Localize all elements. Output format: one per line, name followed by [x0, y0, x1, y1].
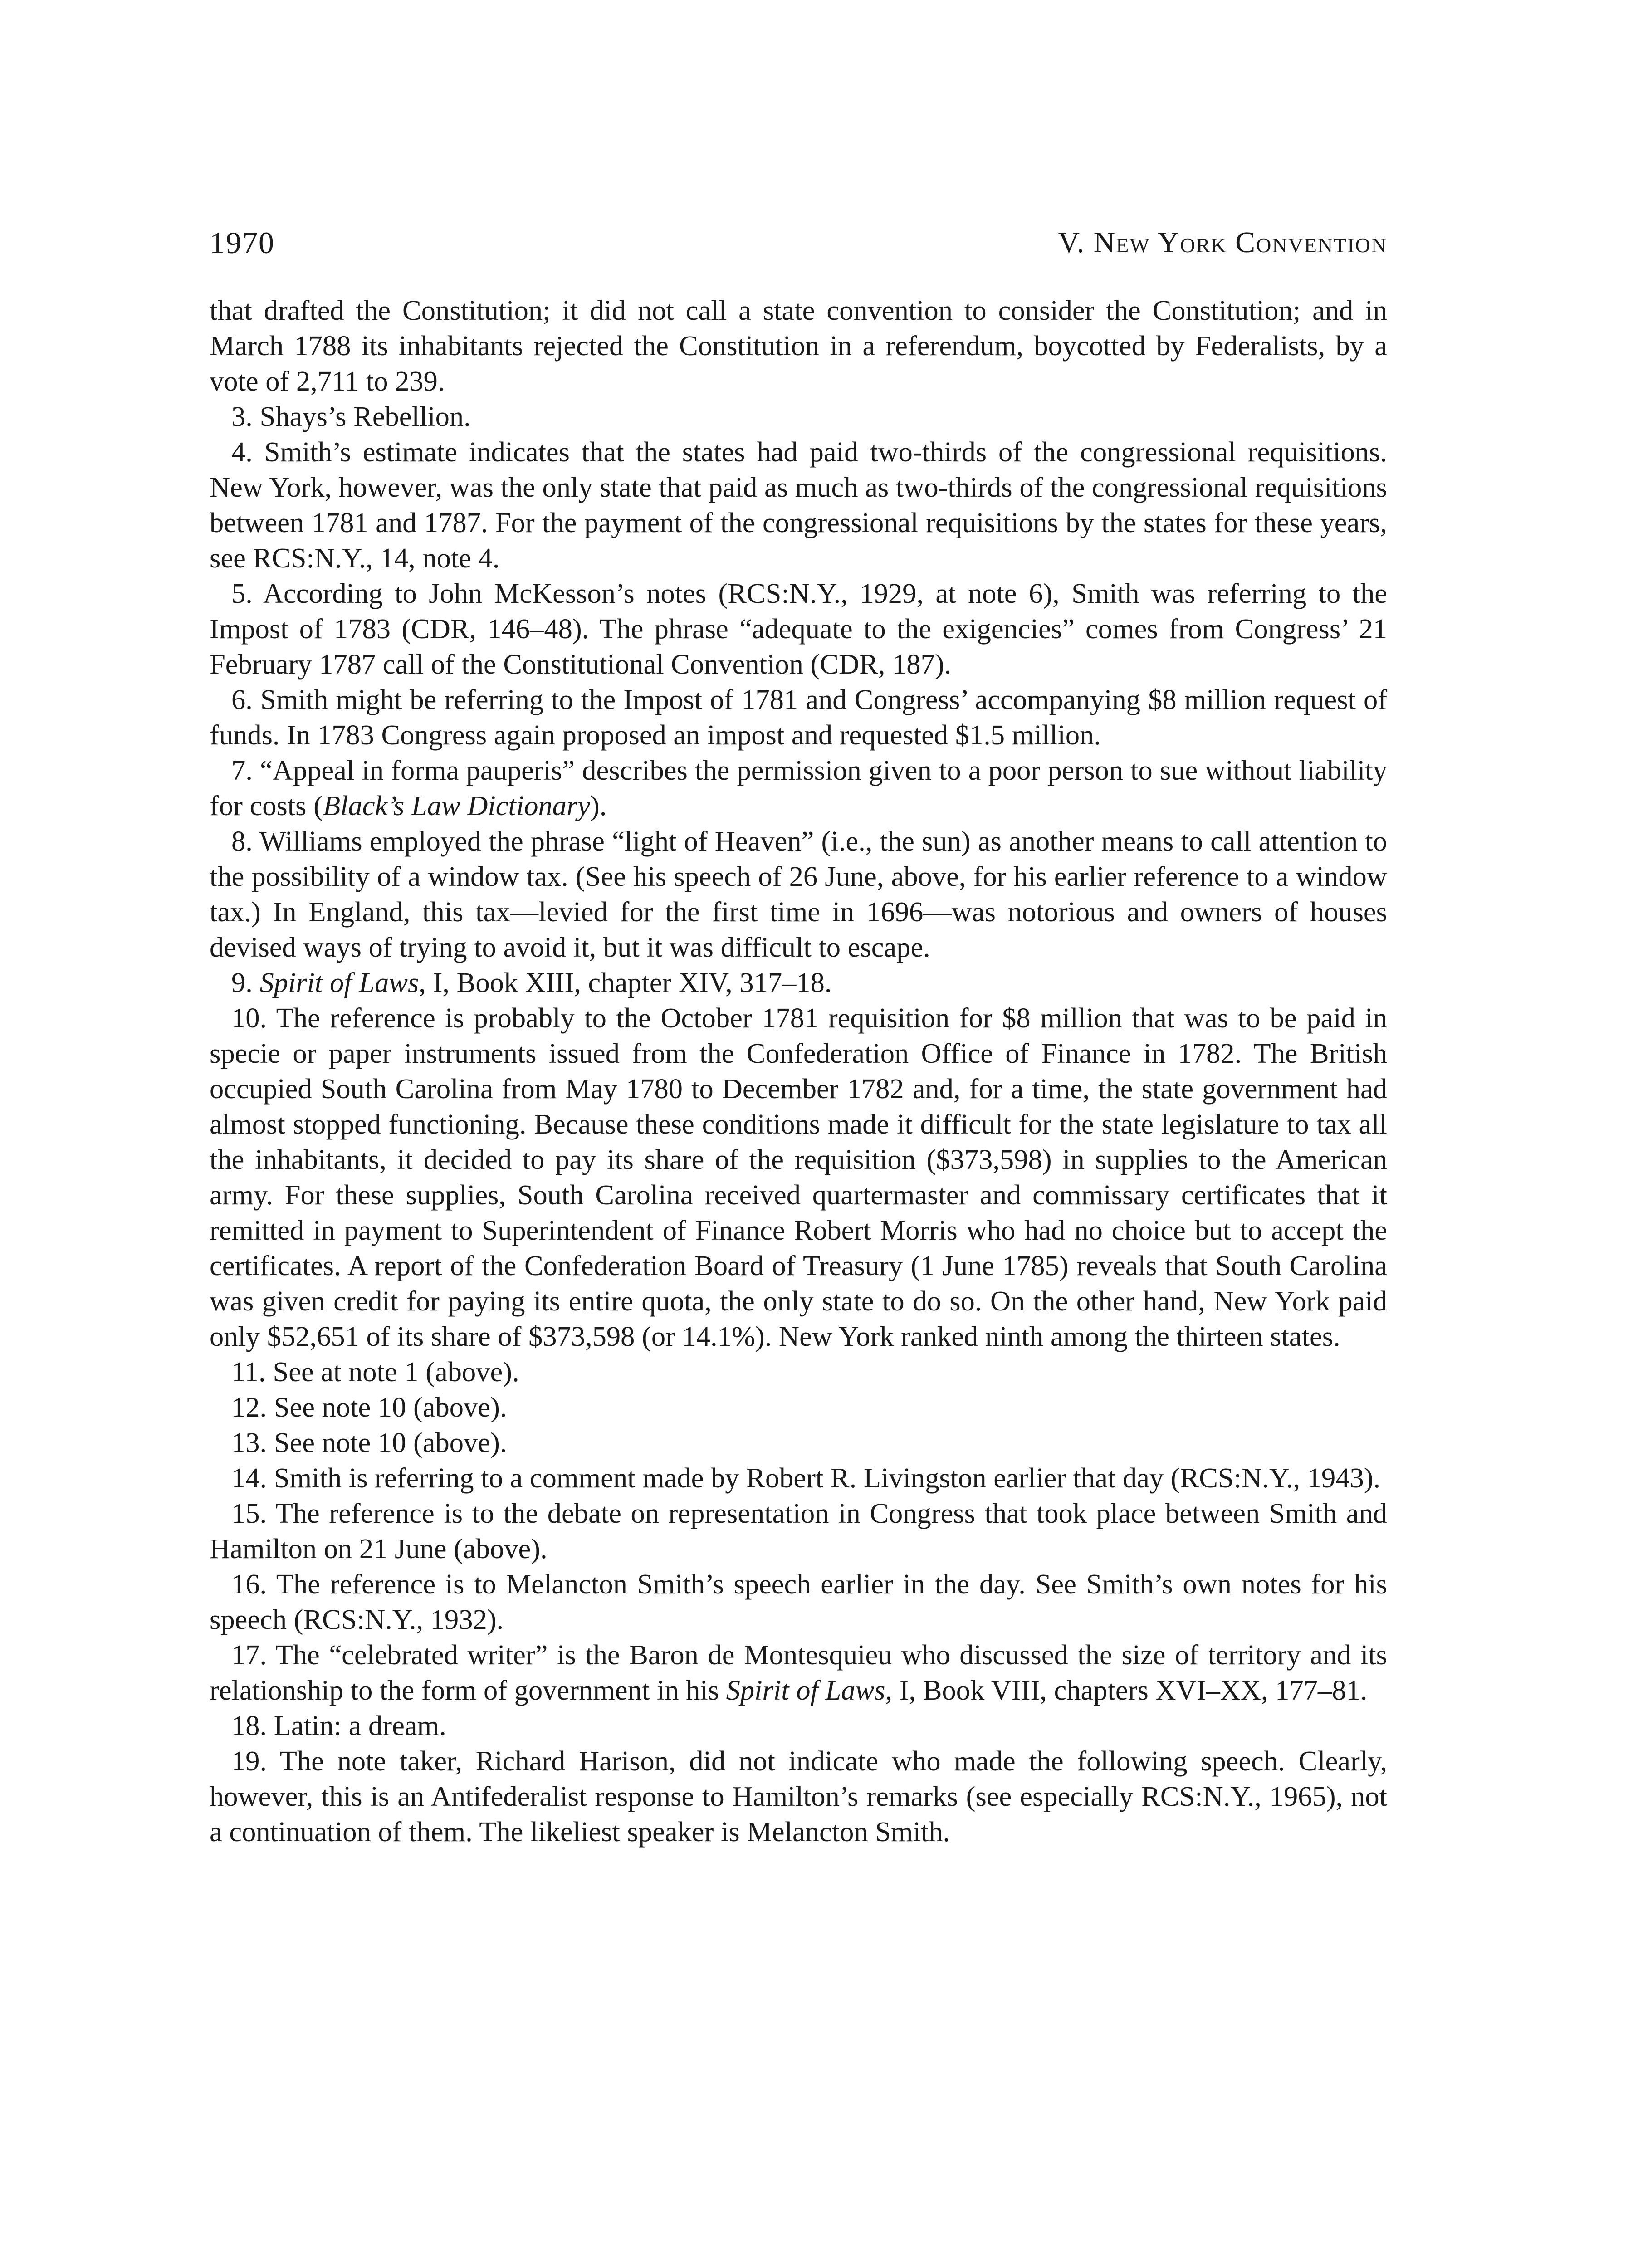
note-text: Latin: a dream. [274, 1710, 446, 1741]
note-number: 6. [231, 684, 253, 715]
note-number: 19. [231, 1745, 267, 1777]
note-15 [210, 1496, 1387, 1566]
note-17 [210, 1637, 1387, 1708]
note-italic-title: Spirit of Laws [259, 967, 419, 998]
page-number: 1970 [210, 225, 275, 260]
note-number: 18. [231, 1710, 267, 1741]
note-text: See note 10 (above). [274, 1391, 507, 1423]
note-number: 10. [231, 1002, 267, 1034]
note-italic-title: Black’s Law Dictionary [323, 790, 591, 821]
note-text: The reference is to Melancton Smith’s speech earlier in the day. See Smith’s own notes for his speech (RCS:N.Y., 1932). [210, 1568, 1387, 1635]
note-number: 11. [231, 1356, 266, 1388]
note-3 [210, 399, 1387, 434]
note-number: 14. [231, 1462, 267, 1494]
note-text: Smith might be referring to the Impost of 1781 and Congress’ accompanying $8 million request of funds. In 1783 Congress again proposed an impost and requested $1.5 million. [210, 684, 1388, 751]
note-18 [210, 1708, 1387, 1743]
note-4 [210, 434, 1387, 576]
running-head: V. New York Convention [1058, 226, 1387, 259]
note-16 [210, 1566, 1387, 1637]
note-number: 16. [231, 1568, 267, 1600]
note-10 [210, 1000, 1387, 1354]
note-text: The note taker, Richard Harison, did not indicate who made the following speech. Clearly, however, this is an Antifederalist response to Hamilton’s remarks (see especially RCS:N.Y., 1965), not a continuation of them. The likeliest speaker is Melancton Smith. [210, 1745, 1387, 1848]
note-number: 7. [231, 754, 253, 786]
note-11 [210, 1354, 1387, 1389]
note-text: “Appeal in forma pauperis” describes the permission given to a poor person to sue without liability for costs ( [210, 754, 1387, 821]
note-italic-title: Spirit of Laws [726, 1674, 885, 1706]
page-header [210, 220, 1387, 265]
note-text-end: , I, Book XIII, chapter XIV, 317–18. [419, 967, 832, 998]
note-text: The reference is probably to the October 1781 requisition for $8 million that was to be paid in specie or paper instruments issued from the Confederation Office of Finance in 1782. The British occupied South Carolina from May 1780 to December 1782 and, for a time, the state government had almost stopped functioning. Because these conditions made it difficult for the state legislature to tax all the inhabitants, it decided to pay its share of the requisition ($373,598) in supplies to the American army. For these supplies, South Carolina received quartermaster and commissary certificates that it remitted in payment to Superintendent of Finance Robert Morris who had no choice but to accept the certificates. A report of the Confederation Board of Treasury (1 June 1785) reveals that South Carolina was given credit for paying its entire quota, the only state to do so. On the other hand, New York paid only $52,651 of its share of $373,598 (or 14.1%). New York ranked ninth among the thirteen states. [210, 1002, 1388, 1352]
note-number: 15. [231, 1497, 267, 1529]
note-number: 9. [231, 967, 253, 998]
note-text: The “celebrated writer” is the Baron de Montesquieu who discussed the size of territory and its relationship to the form of government in his [210, 1639, 1387, 1706]
note-text: See at note 1 (above). [273, 1356, 519, 1388]
note-9 [210, 965, 1387, 1000]
note-19 [210, 1743, 1387, 1849]
note-number: 13. [231, 1427, 267, 1458]
note-number: 17. [231, 1639, 267, 1671]
note-14 [210, 1460, 1387, 1496]
note-number: 4. [231, 436, 253, 468]
note-13 [210, 1425, 1387, 1460]
note-text-end: , I, Book VIII, chapters XVI–XX, 177–81. [885, 1674, 1368, 1706]
note-text: According to John McKesson’s notes (RCS:N.Y., 1929, at note 6), Smith was referring to the Impost of 1783 (CDR, 146–48). The phrase “adequate to the exigencies” comes from Congress’ 21 February 1787 call of the Constitutional Convention (CDR, 187). [210, 577, 1387, 680]
note-text: Shays’s Rebellion. [259, 401, 471, 432]
note-text: Smith is referring to a comment made by Robert R. Livingston earlier that day (RCS:N.Y., 1943). [274, 1462, 1381, 1494]
note-text: See note 10 (above). [274, 1427, 507, 1458]
note-6 [210, 682, 1387, 753]
page [210, 220, 1387, 1849]
note-number: 12. [231, 1391, 267, 1423]
note-5 [210, 576, 1387, 682]
note-number: 5. [231, 577, 253, 609]
footnotes [210, 293, 1387, 1849]
note-number: 3. [231, 401, 253, 432]
note-7 [210, 753, 1387, 823]
note-text-end: ). [590, 790, 607, 821]
note-text: The reference is to the debate on representation in Congress that took place between Smith and Hamilton on 21 June (above). [210, 1497, 1387, 1564]
continued-note: that drafted the Constitution; it did not call a state convention to consider the Constitution; and in March 1788 its inhabitants rejected the Constitution in a referendum, boycotted by Federalists, by a vote of 2,711 to 239. [210, 294, 1387, 397]
note-text: Williams employed the phrase “light of Heaven” (i.e., the sun) as another means to call attention to the possibility of a window tax. (See his speech of 26 June, above, for his earlier reference to a window tax.) In England, this tax—levied for the first time in 1696—was notorious and owners of houses devised ways of trying to avoid it, but it was difficult to escape. [210, 825, 1387, 963]
note-number: 8. [231, 825, 253, 857]
note-text: Smith’s estimate indicates that the states had paid two-thirds of the congressional requisitions. New York, however, was the only state that paid as much as two-thirds of the congressional requisitions between 1781 and 1787. For the payment of the congressional requisitions by the states for these years, see RCS:N.Y., 14, note 4. [210, 436, 1388, 574]
note-12 [210, 1389, 1387, 1425]
note-8 [210, 823, 1387, 965]
